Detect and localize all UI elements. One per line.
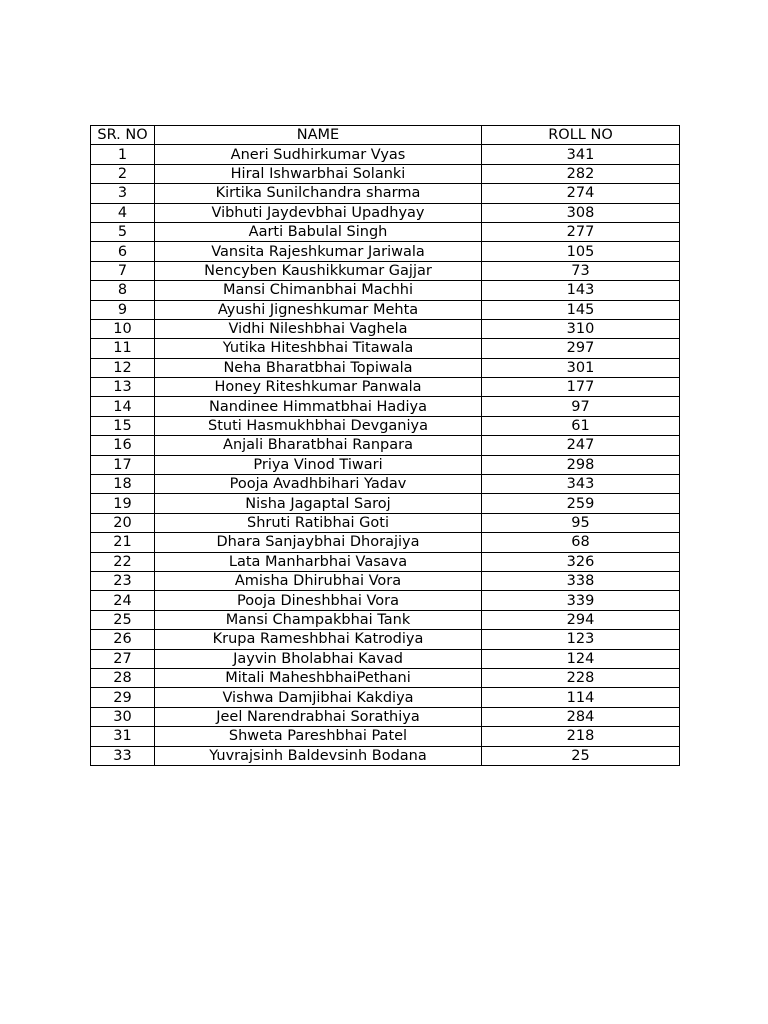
student-name-cell: Nandinee Himmatbhai Hadiya	[155, 397, 482, 416]
roll-no-cell: 95	[482, 513, 680, 532]
table-row	[91, 494, 680, 513]
table-row	[91, 707, 680, 726]
roll-no-cell: 341	[482, 145, 680, 164]
student-name-cell: Aneri Sudhirkumar Vyas	[155, 145, 482, 164]
student-name-cell: Jayvin Bholabhai Kavad	[155, 649, 482, 668]
sr-no-cell: 22	[91, 552, 155, 571]
roll-no-cell: 301	[482, 358, 680, 377]
roll-no-cell: 25	[482, 746, 680, 765]
table-row	[91, 184, 680, 203]
student-name-cell: Lata Manharbhai Vasava	[155, 552, 482, 571]
table-row	[91, 145, 680, 164]
roll-no-cell: 123	[482, 630, 680, 649]
roll-no-cell: 277	[482, 222, 680, 241]
table-row	[91, 455, 680, 474]
roll-no-cell: 97	[482, 397, 680, 416]
sr-no-cell: 28	[91, 668, 155, 687]
sr-no-cell: 29	[91, 688, 155, 707]
sr-no-cell: 23	[91, 571, 155, 590]
header-sr-no: SR. NO	[91, 126, 155, 145]
sr-no-cell: 2	[91, 164, 155, 183]
sr-no-cell: 8	[91, 281, 155, 300]
student-name-cell: Amisha Dhirubhai Vora	[155, 571, 482, 590]
roll-no-cell: 61	[482, 416, 680, 435]
table-row	[91, 222, 680, 241]
table-row	[91, 300, 680, 319]
roll-no-cell: 294	[482, 610, 680, 629]
roll-no-cell: 338	[482, 571, 680, 590]
roll-no-cell: 177	[482, 378, 680, 397]
sr-no-cell: 33	[91, 746, 155, 765]
student-name-cell: Jeel Narendrabhai Sorathiya	[155, 707, 482, 726]
roll-no-cell: 259	[482, 494, 680, 513]
student-name-cell: Priya Vinod Tiwari	[155, 455, 482, 474]
student-name-cell: Mansi Champakbhai Tank	[155, 610, 482, 629]
sr-no-cell: 24	[91, 591, 155, 610]
table-row	[91, 358, 680, 377]
student-name-cell: Shweta Pareshbhai Patel	[155, 727, 482, 746]
roll-no-cell: 247	[482, 436, 680, 455]
student-name-cell: Hiral Ishwarbhai Solanki	[155, 164, 482, 183]
roll-no-cell: 124	[482, 649, 680, 668]
table-row	[91, 475, 680, 494]
roll-no-cell: 326	[482, 552, 680, 571]
table-row	[91, 378, 680, 397]
roll-no-cell: 339	[482, 591, 680, 610]
roll-no-cell: 284	[482, 707, 680, 726]
table-row	[91, 397, 680, 416]
student-name-cell: Pooja Avadhbihari Yadav	[155, 475, 482, 494]
student-name-cell: Anjali Bharatbhai Ranpara	[155, 436, 482, 455]
table-row	[91, 281, 680, 300]
table-header	[91, 126, 680, 145]
table-row	[91, 436, 680, 455]
sr-no-cell: 10	[91, 319, 155, 338]
roll-no-cell: 105	[482, 242, 680, 261]
sr-no-cell: 12	[91, 358, 155, 377]
student-name-cell: Vishwa Damjibhai Kakdiya	[155, 688, 482, 707]
roll-no-cell: 282	[482, 164, 680, 183]
student-name-cell: Nencyben Kaushikkumar Gajjar	[155, 261, 482, 280]
sr-no-cell: 7	[91, 261, 155, 280]
roll-no-cell: 228	[482, 668, 680, 687]
student-name-cell: Mitali MaheshbhaiPethani	[155, 668, 482, 687]
roll-no-cell: 145	[482, 300, 680, 319]
student-name-cell: Mansi Chimanbhai Machhi	[155, 281, 482, 300]
student-name-cell: Yuvrajsinh Baldevsinh Bodana	[155, 746, 482, 765]
table-row	[91, 610, 680, 629]
table-row	[91, 571, 680, 590]
table-row	[91, 668, 680, 687]
roll-no-cell: 343	[482, 475, 680, 494]
table-row	[91, 552, 680, 571]
header-name: NAME	[155, 126, 482, 145]
student-roll-table	[90, 125, 680, 766]
sr-no-cell: 31	[91, 727, 155, 746]
sr-no-cell: 3	[91, 184, 155, 203]
sr-no-cell: 9	[91, 300, 155, 319]
table-row	[91, 746, 680, 765]
table-row	[91, 727, 680, 746]
roll-no-cell: 310	[482, 319, 680, 338]
roll-no-cell: 308	[482, 203, 680, 222]
table-row	[91, 416, 680, 435]
roll-no-cell: 274	[482, 184, 680, 203]
table-row	[91, 688, 680, 707]
student-name-cell: Vansita Rajeshkumar Jariwala	[155, 242, 482, 261]
roll-no-cell: 68	[482, 533, 680, 552]
roll-no-cell: 143	[482, 281, 680, 300]
table-row	[91, 261, 680, 280]
table-row	[91, 630, 680, 649]
sr-no-cell: 30	[91, 707, 155, 726]
table-row	[91, 533, 680, 552]
table-row	[91, 203, 680, 222]
sr-no-cell: 4	[91, 203, 155, 222]
sr-no-cell: 11	[91, 339, 155, 358]
sr-no-cell: 16	[91, 436, 155, 455]
student-name-cell: Nisha Jagaptal Saroj	[155, 494, 482, 513]
sr-no-cell: 18	[91, 475, 155, 494]
sr-no-cell: 20	[91, 513, 155, 532]
sr-no-cell: 27	[91, 649, 155, 668]
student-name-cell: Ayushi Jigneshkumar Mehta	[155, 300, 482, 319]
table-row	[91, 319, 680, 338]
sr-no-cell: 15	[91, 416, 155, 435]
table-row	[91, 513, 680, 532]
student-name-cell: Stuti Hasmukhbhai Devganiya	[155, 416, 482, 435]
roll-no-cell: 114	[482, 688, 680, 707]
student-name-cell: Vidhi Nileshbhai Vaghela	[155, 319, 482, 338]
sr-no-cell: 13	[91, 378, 155, 397]
student-name-cell: Pooja Dineshbhai Vora	[155, 591, 482, 610]
table-row	[91, 242, 680, 261]
sr-no-cell: 26	[91, 630, 155, 649]
table-row	[91, 164, 680, 183]
table-row	[91, 339, 680, 358]
sr-no-cell: 1	[91, 145, 155, 164]
student-name-cell: Shruti Ratibhai Goti	[155, 513, 482, 532]
sr-no-cell: 19	[91, 494, 155, 513]
student-name-cell: Kirtika Sunilchandra sharma	[155, 184, 482, 203]
student-name-cell: Krupa Rameshbhai Katrodiya	[155, 630, 482, 649]
student-name-cell: Yutika Hiteshbhai Titawala	[155, 339, 482, 358]
student-name-cell: Dhara Sanjaybhai Dhorajiya	[155, 533, 482, 552]
student-name-cell: Aarti Babulal Singh	[155, 222, 482, 241]
sr-no-cell: 6	[91, 242, 155, 261]
sr-no-cell: 17	[91, 455, 155, 474]
sr-no-cell: 14	[91, 397, 155, 416]
header-roll-no: ROLL NO	[482, 126, 680, 145]
table-body	[91, 145, 680, 766]
header-row	[91, 126, 680, 145]
student-name-cell: Vibhuti Jaydevbhai Upadhyay	[155, 203, 482, 222]
roll-no-cell: 297	[482, 339, 680, 358]
roll-no-cell: 218	[482, 727, 680, 746]
roll-no-cell: 73	[482, 261, 680, 280]
student-name-cell: Neha Bharatbhai Topiwala	[155, 358, 482, 377]
sr-no-cell: 5	[91, 222, 155, 241]
sr-no-cell: 21	[91, 533, 155, 552]
roll-no-cell: 298	[482, 455, 680, 474]
sr-no-cell: 25	[91, 610, 155, 629]
student-name-cell: Honey Riteshkumar Panwala	[155, 378, 482, 397]
table-row	[91, 649, 680, 668]
table-row	[91, 591, 680, 610]
